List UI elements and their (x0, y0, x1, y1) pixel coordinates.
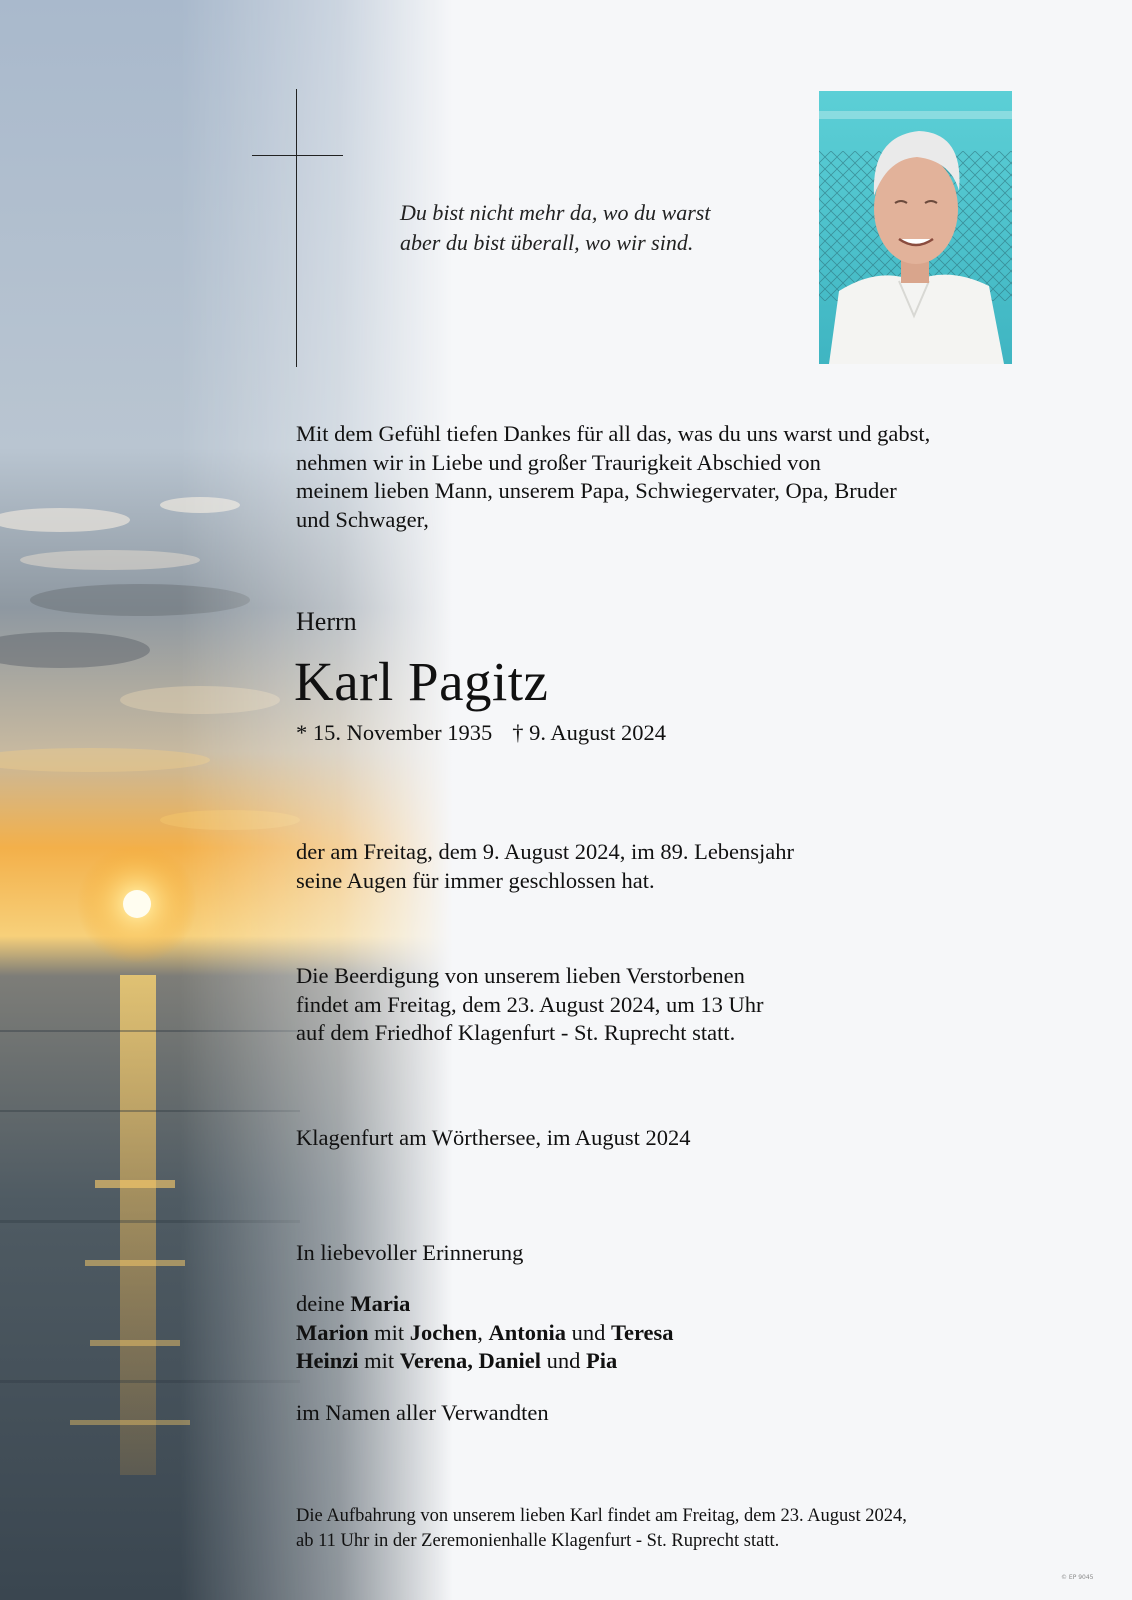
cross-horizontal-bar (252, 155, 343, 156)
funeral-line: findet am Freitag, dem 23. August 2024, um 13 Uhr (296, 991, 764, 1017)
mourners-intro: In liebevoller Erinnerung (296, 1240, 524, 1265)
funeral-line: Die Beerdigung von unserem lieben Verstorbenen (296, 963, 745, 988)
mourner-name: Marion (296, 1319, 369, 1345)
intro-line: Mit dem Gefühl tiefen Dankes für all das, was du uns warst und gabst, (296, 421, 931, 446)
death-notice-line: der am Freitag, dem 9. August 2024, im 89. Lebensjahr (296, 839, 795, 864)
intro-line: und Schwager, (296, 506, 429, 532)
mourner-name: Pia (586, 1348, 618, 1373)
intro-line: meinem lieben Mann, unserem Papa, Schwiegervater, Opa, Bruder (296, 478, 897, 503)
mourner-row: Marion mit Jochen, Antonia und Teresa (296, 1319, 674, 1345)
quote-line: aber du bist überall, wo wir sind. (400, 230, 694, 255)
death-notice-line: seine Augen für immer geschlossen hat. (296, 867, 655, 893)
mourner-name: Verena, Daniel (399, 1348, 542, 1373)
mourner-name: Teresa (611, 1319, 674, 1345)
quote-line: Du bist nicht mehr da, wo du warst (400, 200, 711, 225)
intro-line: nehmen wir in Liebe und großer Traurigkeit Abschied von (296, 449, 821, 475)
mourner-name: Antonia (488, 1319, 567, 1345)
mourner-name: Heinzi (296, 1348, 359, 1373)
mourner-name: Jochen (409, 1319, 478, 1345)
laying-out-notice (296, 1504, 907, 1554)
funeral-info (296, 962, 763, 1048)
mourners-list (296, 1290, 674, 1376)
funeral-line: auf dem Friedhof Klagenfurt - St. Ruprecht statt. (296, 1020, 736, 1045)
life-dates (296, 720, 666, 746)
death-notice (296, 838, 794, 895)
mourner-row: Heinzi mit Verena, Daniel und Pia (296, 1348, 618, 1373)
laying-out-line: Die Aufbahrung von unserem lieben Karl findet am Freitag, dem 23. August 2024, (296, 1506, 907, 1526)
place-date: Klagenfurt am Wörthersee, im August 2024 (296, 1125, 691, 1150)
deceased-name: Karl Pagitz (294, 651, 549, 712)
mourner-row: deine Maria (296, 1291, 411, 1316)
memorial-quote (400, 198, 710, 258)
intro-text (296, 420, 930, 534)
cross-vertical-bar (296, 89, 297, 367)
print-code: © EP 9045 (1061, 1574, 1094, 1581)
laying-out-line: ab 11 Uhr in der Zeremonienhalle Klagenfurt - St. Ruprecht statt. (296, 1531, 780, 1551)
salutation: Herrn (296, 607, 357, 636)
mourners-closing: im Namen aller Verwandten (296, 1400, 549, 1425)
portrait-photo (819, 91, 1012, 364)
birth-date: * 15. November 1935 (296, 720, 493, 745)
death-date: † 9. August 2024 (512, 720, 666, 745)
mourner-name: Maria (350, 1291, 411, 1316)
